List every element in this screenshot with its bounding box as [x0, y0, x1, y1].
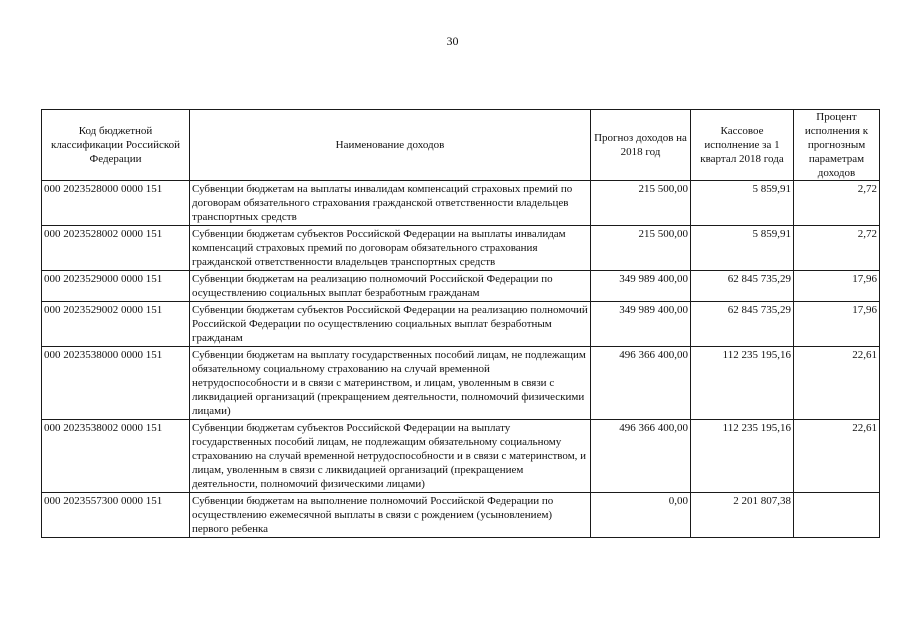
row-percent: 22,61: [794, 420, 880, 493]
header-name: Наименование доходов: [190, 110, 591, 181]
table-row: [42, 271, 880, 302]
row-forecast: 496 366 400,00: [591, 347, 691, 420]
row-cash: 2 201 807,38: [691, 493, 794, 538]
row-forecast: 496 366 400,00: [591, 420, 691, 493]
row-percent: 2,72: [794, 181, 880, 226]
header-percent: Процент исполнения к прогнозным параметрам доходов: [794, 110, 880, 181]
row-name: Субвенции бюджетам на реализацию полномочий Российской Федерации по осуществлению социальных выплат безработным гражданам: [190, 271, 591, 302]
row-percent: 17,96: [794, 302, 880, 347]
row-percent: 2,72: [794, 226, 880, 271]
row-forecast: 0,00: [591, 493, 691, 538]
row-cash: 5 859,91: [691, 226, 794, 271]
row-cash: 62 845 735,29: [691, 302, 794, 347]
row-cash: 112 235 195,16: [691, 347, 794, 420]
row-code: 000 2023538002 0000 151: [42, 420, 190, 493]
row-code: 000 2023529000 0000 151: [42, 271, 190, 302]
row-name: Субвенции бюджетам субъектов Российской Федерации на выплаты инвалидам компенсаций страховых премий по договорам обязательного страхования гражданской ответственности владельцев транспортных средств: [190, 226, 591, 271]
row-name: Субвенции бюджетам на выплату государственных пособий лицам, не подлежащим обязательному социальному страхованию на случай временной нетрудоспособности и в связи с материнством, и лицам, уволенным в связи с ликвидацией организаций (прекращением деятельности, полномочий физическими лицами): [190, 347, 591, 420]
row-name: Субвенции бюджетам субъектов Российской Федерации на реализацию полномочий Российской Федерации по осуществлению социальных выплат безработным гражданам: [190, 302, 591, 347]
row-code: 000 2023529002 0000 151: [42, 302, 190, 347]
row-forecast: 215 500,00: [591, 181, 691, 226]
row-code: 000 2023528000 0000 151: [42, 181, 190, 226]
row-cash: 62 845 735,29: [691, 271, 794, 302]
row-code: 000 2023557300 0000 151: [42, 493, 190, 538]
row-name: Субвенции бюджетам субъектов Российской Федерации на выплату государственных пособий лицам, не подлежащим обязательному социальному страхованию на случай временной нетрудоспособности и в связи с материнством, и лицам, уволенным в связи с ликвидацией организаций (прекращением деятельности, полномочий физическими лицами): [190, 420, 591, 493]
row-name: Субвенции бюджетам на выполнение полномочий Российской Федерации по осуществлению ежемесячной выплаты в связи с рождением (усыновлением) первого ребенка: [190, 493, 591, 538]
header-code: Код бюджетной классификации Российской Федерации: [42, 110, 190, 181]
row-name: Субвенции бюджетам на выплаты инвалидам компенсаций страховых премий по договорам обязательного страхования гражданской ответственности владельцев транспортных средств: [190, 181, 591, 226]
table-row: [42, 302, 880, 347]
table-row: [42, 347, 880, 420]
table-row: [42, 226, 880, 271]
row-percent: 22,61: [794, 347, 880, 420]
row-percent: 17,96: [794, 271, 880, 302]
row-forecast: 349 989 400,00: [591, 271, 691, 302]
row-percent: [794, 493, 880, 538]
row-code: 000 2023538000 0000 151: [42, 347, 190, 420]
row-forecast: 215 500,00: [591, 226, 691, 271]
row-cash: 112 235 195,16: [691, 420, 794, 493]
page-number: 30: [446, 34, 459, 48]
row-forecast: 349 989 400,00: [591, 302, 691, 347]
header-forecast: Прогноз доходов на 2018 год: [591, 110, 691, 181]
table-header-row: [42, 110, 880, 181]
table-row: [42, 181, 880, 226]
table-row: [42, 493, 880, 538]
revenue-table: [41, 109, 880, 538]
row-code: 000 2023528002 0000 151: [42, 226, 190, 271]
table-row: [42, 420, 880, 493]
row-cash: 5 859,91: [691, 181, 794, 226]
header-cash: Кассовое исполнение за 1 квартал 2018 года: [691, 110, 794, 181]
